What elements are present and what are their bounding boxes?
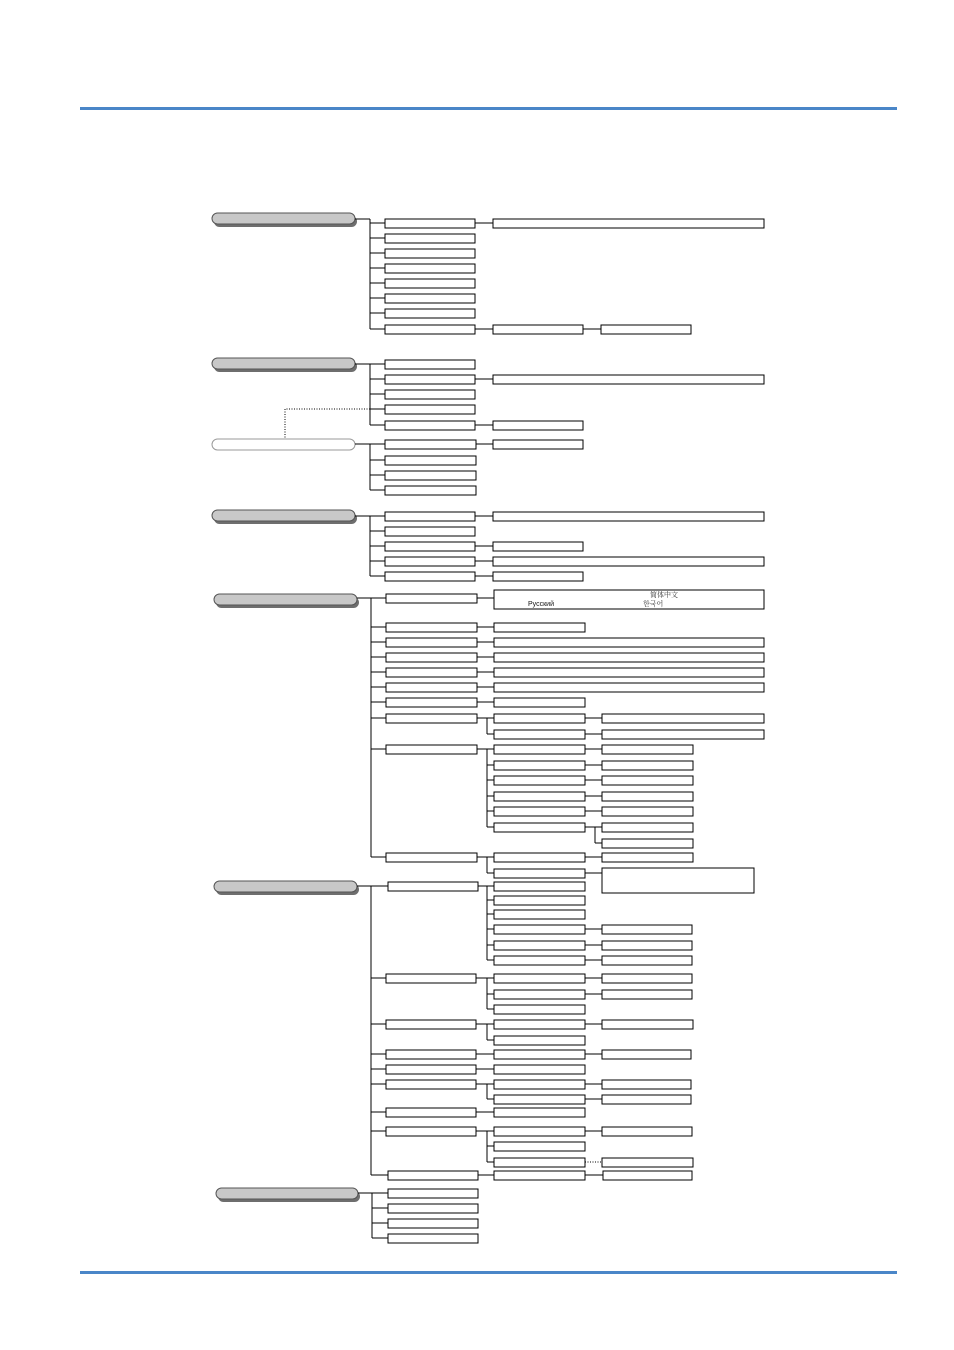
submenu-box bbox=[388, 1189, 478, 1198]
option-box bbox=[494, 792, 585, 801]
option-box bbox=[494, 1108, 585, 1117]
submenu-box bbox=[386, 714, 477, 723]
option-box bbox=[494, 956, 585, 965]
option-box bbox=[494, 1005, 585, 1014]
option-box-wide bbox=[494, 668, 764, 677]
submenu-box bbox=[386, 853, 477, 862]
option-box bbox=[494, 1036, 585, 1045]
submenu-box bbox=[388, 882, 478, 891]
submenu-box bbox=[388, 1219, 478, 1228]
submenu-box bbox=[385, 405, 475, 414]
option-box-wide bbox=[493, 219, 764, 228]
main-menu-pill-5 bbox=[214, 881, 357, 892]
option-box bbox=[494, 623, 585, 632]
submenu-box bbox=[388, 1204, 478, 1213]
value-box bbox=[602, 1020, 693, 1029]
option-box-wide bbox=[494, 638, 764, 647]
option-box bbox=[494, 910, 585, 919]
option-box-wide bbox=[493, 375, 764, 384]
option-box bbox=[493, 421, 583, 430]
value-box bbox=[602, 839, 693, 848]
submenu-box bbox=[386, 698, 477, 707]
submenu-box bbox=[385, 279, 475, 288]
value-box bbox=[602, 853, 693, 862]
option-box bbox=[493, 440, 583, 449]
option-box bbox=[494, 1127, 585, 1136]
language-label-russian: Русский bbox=[528, 601, 554, 608]
submenu-box bbox=[385, 527, 475, 536]
value-box bbox=[602, 1095, 691, 1104]
submenu-box bbox=[388, 1234, 478, 1243]
option-box bbox=[494, 1095, 585, 1104]
submenu-box bbox=[385, 390, 475, 399]
submenu-box bbox=[386, 974, 476, 983]
value-box bbox=[602, 1050, 691, 1059]
option-box bbox=[494, 823, 585, 832]
value-box bbox=[602, 974, 692, 983]
option-box bbox=[493, 572, 583, 581]
value-box bbox=[602, 1127, 692, 1136]
submenu-box bbox=[385, 440, 476, 449]
main-menu-pill-6 bbox=[216, 1188, 358, 1199]
submenu-box bbox=[386, 594, 477, 603]
option-box bbox=[494, 714, 585, 723]
submenu-box bbox=[385, 325, 475, 334]
option-box bbox=[494, 1158, 585, 1167]
submenu-box bbox=[385, 294, 475, 303]
submenu-box bbox=[385, 512, 475, 521]
submenu-box bbox=[386, 1108, 476, 1117]
option-box bbox=[494, 941, 585, 950]
submenu-box bbox=[386, 623, 477, 632]
submenu-box bbox=[386, 1127, 476, 1136]
menu-section-6 bbox=[216, 1188, 478, 1243]
main-menu-pill-2 bbox=[212, 358, 355, 369]
submenu-box bbox=[386, 1020, 476, 1029]
submenu-box bbox=[386, 668, 477, 677]
option-box bbox=[494, 896, 585, 905]
menu-section-1 bbox=[212, 213, 764, 334]
submenu-box bbox=[385, 572, 475, 581]
submenu-box bbox=[385, 264, 475, 273]
option-box bbox=[494, 869, 585, 878]
option-box bbox=[494, 990, 585, 999]
main-menu-pill-4 bbox=[214, 594, 357, 605]
menu-section-3 bbox=[212, 510, 764, 581]
submenu-box bbox=[385, 234, 475, 243]
submenu-box bbox=[385, 542, 475, 551]
value-box bbox=[602, 761, 693, 770]
submenu-box bbox=[385, 375, 475, 384]
language-label-simplified-chinese: 简体中文 bbox=[650, 591, 678, 599]
submenu-box bbox=[385, 360, 475, 369]
submenu-box bbox=[386, 1065, 476, 1074]
value-box bbox=[602, 1080, 691, 1089]
value-box bbox=[602, 925, 692, 934]
value-box bbox=[602, 1158, 693, 1167]
submenu-box bbox=[386, 683, 477, 692]
submenu-box bbox=[386, 745, 477, 754]
info-box bbox=[602, 868, 754, 893]
option-box bbox=[494, 776, 585, 785]
value-box bbox=[602, 990, 692, 999]
option-box bbox=[494, 882, 585, 891]
option-box-wide bbox=[602, 730, 764, 739]
option-box bbox=[494, 807, 585, 816]
submenu-box bbox=[385, 471, 476, 480]
menu-section-2 bbox=[212, 358, 764, 495]
option-box bbox=[494, 974, 585, 983]
option-box bbox=[494, 1080, 585, 1089]
value-box bbox=[602, 941, 692, 950]
submenu-box bbox=[385, 557, 475, 566]
value-box bbox=[602, 745, 693, 754]
option-box bbox=[494, 730, 585, 739]
option-box bbox=[494, 1020, 585, 1029]
value-box bbox=[602, 792, 693, 801]
option-box bbox=[494, 698, 585, 707]
option-box bbox=[493, 325, 583, 334]
submenu-box bbox=[386, 1050, 476, 1059]
option-box bbox=[494, 745, 585, 754]
submenu-box bbox=[386, 1080, 476, 1089]
submenu-box bbox=[385, 421, 475, 430]
option-box-wide bbox=[602, 714, 764, 723]
option-box bbox=[494, 1065, 585, 1074]
submenu-box bbox=[385, 486, 476, 495]
main-menu-pill-1 bbox=[212, 213, 355, 224]
submenu-box bbox=[385, 456, 476, 465]
submenu-box bbox=[385, 309, 475, 318]
menu-section-4 bbox=[214, 590, 764, 893]
value-box bbox=[602, 956, 692, 965]
option-box bbox=[494, 761, 585, 770]
submenu-box bbox=[386, 638, 477, 647]
option-box-wide bbox=[493, 512, 764, 521]
option-box bbox=[494, 1171, 585, 1180]
submenu-box bbox=[388, 1171, 478, 1180]
option-box-wide bbox=[493, 557, 764, 566]
value-box bbox=[602, 776, 693, 785]
option-box bbox=[601, 325, 691, 334]
option-box bbox=[493, 542, 583, 551]
language-label-korean: 한국어 bbox=[643, 600, 664, 608]
value-box bbox=[602, 823, 693, 832]
option-box bbox=[494, 1050, 585, 1059]
submenu-box bbox=[385, 219, 475, 228]
submenu-box bbox=[385, 249, 475, 258]
option-box bbox=[494, 853, 585, 862]
main-menu-pill-3 bbox=[212, 510, 355, 521]
value-box bbox=[603, 1171, 692, 1180]
menu-section-5 bbox=[214, 881, 693, 1180]
value-box bbox=[602, 807, 693, 816]
sub-menu-pill bbox=[212, 439, 355, 450]
footer-rule bbox=[80, 1271, 897, 1274]
option-box-wide bbox=[494, 683, 764, 692]
option-box-wide bbox=[494, 653, 764, 662]
option-box bbox=[494, 1142, 585, 1151]
submenu-box bbox=[386, 653, 477, 662]
option-box bbox=[494, 925, 585, 934]
